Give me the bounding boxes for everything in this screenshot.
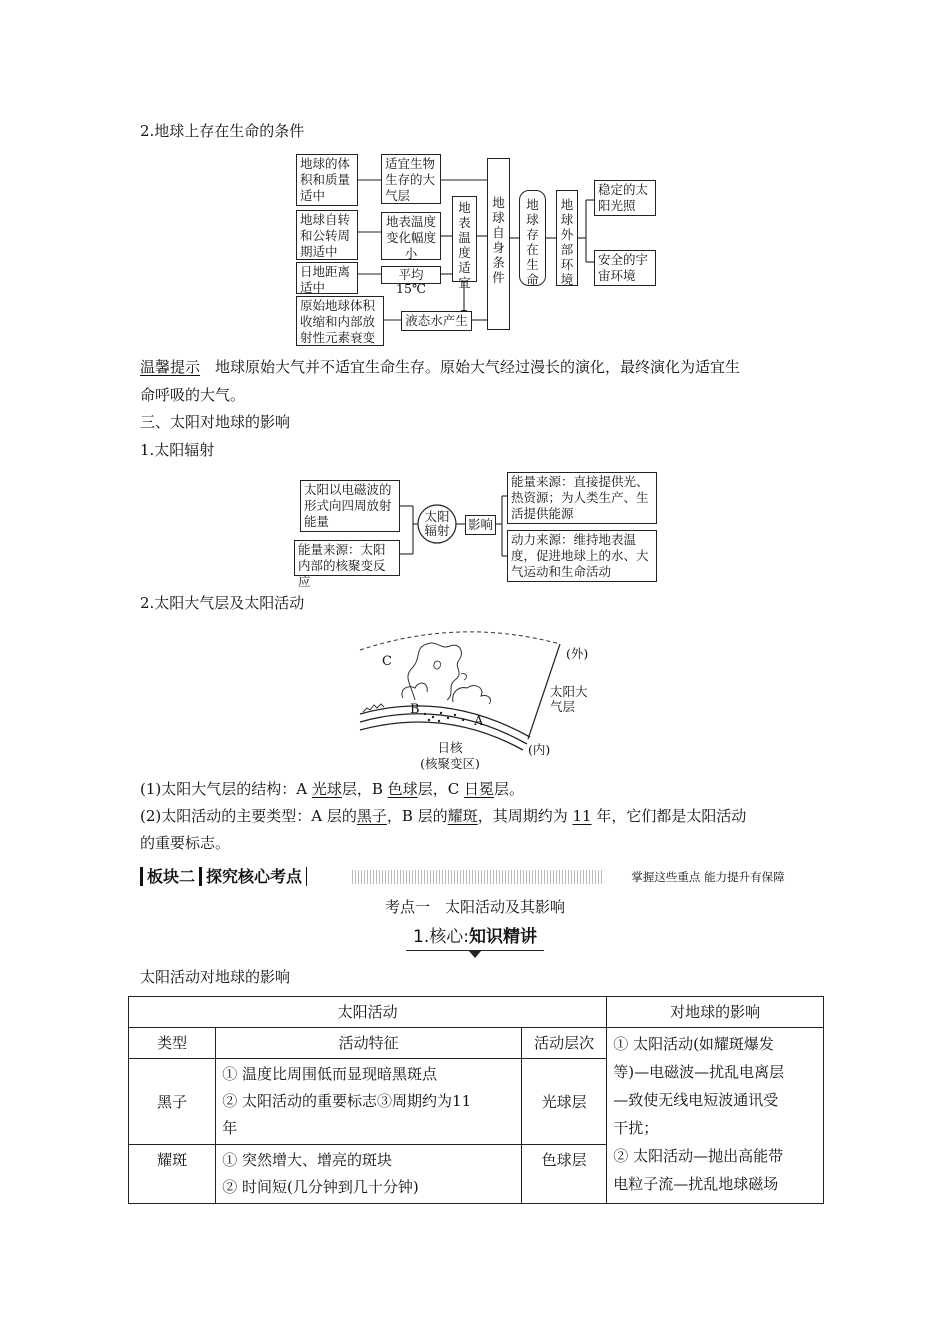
point-sub-bold: 知识精讲 — [468, 927, 537, 947]
th-layer: 活动层次 — [522, 1028, 607, 1059]
label-core: 日核 — [437, 740, 463, 755]
box-stable-sunlight: 稳定的太阳光照 — [594, 180, 656, 216]
answer-corona: 日冕 — [463, 780, 494, 798]
point-sub-number: 1.核心: — [413, 927, 469, 947]
th-type: 类型 — [129, 1028, 216, 1059]
answer-photosphere: 光球 — [311, 780, 342, 798]
box-liquid-water: 液态水产生 — [401, 311, 472, 331]
point-sub-arrow-icon — [469, 951, 481, 958]
section-banner — [140, 866, 812, 888]
point-subtitle — [400, 926, 550, 958]
subheading-solar-radiation: 1.太阳辐射 — [140, 441, 215, 459]
point-title: 考点一 太阳活动及其影响 — [384, 898, 565, 916]
td-type-sunspot: 黑子 — [129, 1059, 216, 1145]
tip-text-1: 地球原始大气并不适宜生命生存。原始大气经过漫长的演化，最终演化为适宜生 — [215, 358, 741, 376]
box-em-radiation: 太阳以电磁波的形式向四周放射能量 — [300, 480, 400, 532]
vbox-earth-self: 地球自身条件 — [487, 158, 510, 330]
td-feature-sunspot: ① 温度比周围低而显现暗黑斑点 ② 太阳活动的重要标志③周期约为11 年 — [216, 1059, 522, 1145]
th-solar-activity: 太阳活动 — [129, 997, 607, 1028]
solar-activity-table — [128, 996, 824, 1204]
box-energy-source-fusion: 能量来源：太阳内部的核聚变反应 — [294, 540, 400, 576]
label-corona-c: C — [382, 654, 392, 669]
box-temp-change: 地表温度变化幅度小 — [381, 212, 441, 260]
structure-line-2: (2)太阳活动的主要类型：A 层的黑子，B 层的耀斑，其周期约为 11 年，它们都是太阳活动 — [140, 807, 747, 825]
label-chromosphere-b: B — [410, 702, 420, 717]
label-inner: (内) — [528, 742, 551, 757]
box-energy-source-resources: 能量来源：直接提供光、热资源；为人类生产、生活提供能源 — [507, 472, 657, 524]
th-effect-on-earth: 对地球的影响 — [607, 997, 824, 1028]
table-intro: 太阳活动对地球的影响 — [140, 968, 291, 986]
banner-title — [140, 866, 307, 888]
box-rotation-revolution: 地球自转和公转周期适中 — [296, 210, 358, 260]
answer-chromosphere: 色球 — [387, 780, 418, 798]
section-heading-life: 2.地球上存在生命的条件 — [140, 122, 305, 140]
box-sun-distance: 日地距离适中 — [296, 262, 358, 294]
vbox-surface-temp: 地表温度适宜 — [452, 196, 477, 282]
answer-flare: 耀斑 — [447, 807, 478, 825]
label-outer: (外) — [566, 646, 589, 661]
box-atmosphere: 适宜生物生存的大气层 — [381, 154, 441, 204]
vbox-earth-life: 地球存在生命 — [519, 190, 546, 286]
td-feature-flare: ① 突然增大、增亮的斑块 ② 时间短(几分钟到几十分钟) — [216, 1145, 522, 1204]
td-layer-sunspot: 光球层 — [522, 1059, 607, 1145]
subheading-sun-atmosphere: 2.太阳大气层及太阳活动 — [140, 594, 305, 612]
td-effects: ① 太阳活动(如耀斑爆发 等)—电磁波—扰乱电离层 —致使无线电短波通讯受 干扰； ② 太阳活动—抛出高能带 电粒子流—扰乱地球磁场 — [607, 1028, 824, 1204]
box-avg-15c: 平均15℃ — [381, 266, 441, 284]
section-heading-sun: 三、太阳对地球的影响 — [140, 413, 291, 431]
label-sun-atmosphere: 太阳大气层 — [550, 684, 588, 714]
box-power-source: 动力来源：维持地表温度，促进地球上的水、大气运动和生命活动 — [507, 530, 657, 582]
circle-solar-radiation: 太阳辐射 — [424, 509, 450, 538]
th-feature: 活动特征 — [216, 1028, 522, 1059]
box-safe-space: 安全的宇宙环境 — [594, 250, 656, 286]
label-sun-core — [410, 740, 490, 772]
banner-heading: 探究核心考点 — [199, 867, 307, 886]
td-type-flare: 耀斑 — [129, 1145, 216, 1204]
answer-period: 11 — [572, 807, 592, 825]
label-core-fusion: (核聚变区) — [420, 756, 480, 771]
box-influence: 影响 — [465, 515, 496, 535]
structure-line-1: (1)太阳大气层的结构：A 光球层，B 色球层，C 日冕层。 — [140, 780, 524, 798]
answer-sunspot: 黑子 — [356, 807, 387, 825]
banner-slogan: 掌握这些重点 能力提升有保障 — [604, 868, 812, 886]
box-volume-mass: 地球的体积和质量适中 — [296, 154, 358, 206]
label-photosphere-a: A — [474, 714, 484, 729]
td-layer-flare: 色球层 — [522, 1145, 607, 1204]
banner-block: 板块二 — [140, 867, 195, 886]
structure-line-3: 的重要标志。 — [140, 834, 231, 852]
vbox-external-env: 地球外部环境 — [556, 190, 578, 286]
tip-label: 温馨提示 — [140, 358, 201, 376]
tip-line-2: 命呼吸的大气。 — [140, 386, 246, 404]
box-radioactive-decay: 原始地球体积收缩和内部放射性元素衰变 — [296, 296, 384, 346]
